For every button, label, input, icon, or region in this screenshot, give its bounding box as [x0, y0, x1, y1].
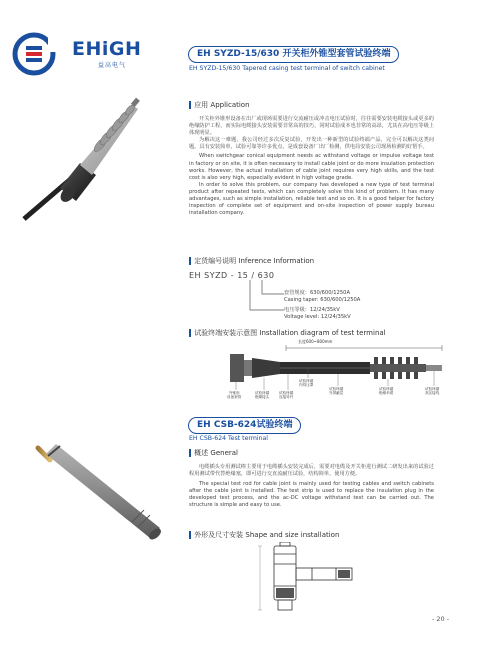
- model-bracket-lines: [240, 278, 290, 318]
- general-cn-p1: 电缆插头专用测试棒主要用于电缆插头安装完成后，需要对电缆及开关柜进行测试二研发出来的试验过程用测试带代替绝缘塞，即可进行交直流耐压试验，结构简单，使用方便。: [189, 464, 434, 478]
- heading-bar: [189, 449, 191, 457]
- diagram-label-7: 试验终端 高压接线: [425, 387, 440, 396]
- brand-name: EHiGH: [72, 38, 142, 60]
- voltage-cn: 电压等级：12/24/35kV: [284, 307, 340, 313]
- shape-drawing: [250, 542, 360, 620]
- diagram-label-3: 试验终端 连接导杆: [279, 391, 294, 400]
- heading-bar: [189, 531, 191, 539]
- diagram-heading: [189, 328, 386, 338]
- application-en-p2: In order to solve this problem, our company has developed a new type of test terminal product after repeated tests, which can completely solve this kind of problem. It has many advantages, such as simple installation, reliable test and so on. It is a good helper for factory inspection of complete set of equipment and on-site inspection of power supply bureau installation company.: [189, 181, 434, 217]
- diagram-label-2: 试验终端 绝缘接头: [255, 391, 270, 400]
- heading-bar: [189, 329, 191, 337]
- application-en-p1: When switchgear conical equipment needs ac withstand voltage or impulse voltage test in factory or on site, it is often necessary to install cable joint or do more insulation protection works. However, the actual installation of cable joint requires very high skills, and the test cost is also very high, especially evident in high voltage grade.: [189, 153, 434, 181]
- diagram-label-4: 试验终端 内均压罩: [299, 379, 314, 388]
- application-text: [189, 116, 434, 217]
- section2-title: EH CSB-624试验终端: [188, 417, 301, 434]
- page-number: - 20 -: [432, 615, 450, 623]
- voltage-en: Voltage level: 12/24/35kV: [284, 314, 351, 320]
- diagram-heading-text: 试验终端安装示意图 Installation diagram of test terminal: [194, 329, 386, 337]
- model-code: EH SYZD - 15 / 630: [189, 271, 275, 280]
- brand-subtitle: 益高电气: [98, 62, 127, 69]
- casing-en: Casing taper: 630/600/1250A: [284, 297, 361, 303]
- general-heading: [189, 448, 238, 458]
- diagram-label-1: 外锥形 设备套管: [227, 391, 242, 400]
- section1-title: EH SYZD-15/630 开关柜外锥型套管试验终端: [188, 46, 399, 63]
- casing-cn: 套管规度：630/600/1250A: [284, 290, 350, 296]
- shape-heading: [189, 530, 339, 540]
- shape-heading-text: 外形及尺寸安装 Shape and size installation: [194, 531, 340, 539]
- general-en-p1: The special test rod for cable joint is mainly used for testing cables and switch cabinets after the cable joint is installed. The test strip is used to replace the insulation plug in the developed test process, and the ac-DC voltage withstand test can be carried out. The structure is simple and easy to use.: [189, 481, 434, 509]
- section1-subtitle: EH SYZD-15/630 Tapered casing test terminal of switch cabinet: [189, 65, 385, 72]
- test-rod-image: [20, 430, 180, 550]
- diagram-label-5: 试验终端 外屏蔽层: [329, 387, 344, 396]
- heading-bar: [189, 257, 191, 265]
- application-heading-text: 应用 Application: [194, 101, 250, 109]
- application-cn-p2: 为解决这一难题，我公司经过多次反复试验，开发出一种新型的试验终端产品，完全可以解决这类问题。具有安装简单，试验可靠等许多优点，是成套设备厂出厂检测，供电局安装公司现场检测的好帮手。: [189, 137, 434, 151]
- general-heading-text: 概述 General: [194, 449, 238, 457]
- diagram-label-6: 试验终端 绝缘伞裙: [379, 387, 394, 396]
- inference-heading-text: 定货编号说明 Inference Information: [194, 257, 315, 265]
- inference-heading: [189, 256, 314, 266]
- heading-bar: [189, 101, 191, 109]
- section2-subtitle: EH CSB-624 Test terminal: [189, 435, 269, 442]
- application-heading: [189, 100, 250, 110]
- general-text: [189, 464, 434, 510]
- tapered-terminal-image: [20, 93, 172, 223]
- application-cn-p1: 开关柜外锥形设备在出厂或现场需要进行交流耐压或冲击电压试验时，往往需要安装电缆接头或更多的绝缘防护工程，而实际电缆接头安装需要非常高的技巧，同时试验成本也非常的高昂，尤其在高电压等级上体现明显。: [189, 116, 434, 137]
- diagram-dimension: 长度600~800mm: [298, 339, 333, 344]
